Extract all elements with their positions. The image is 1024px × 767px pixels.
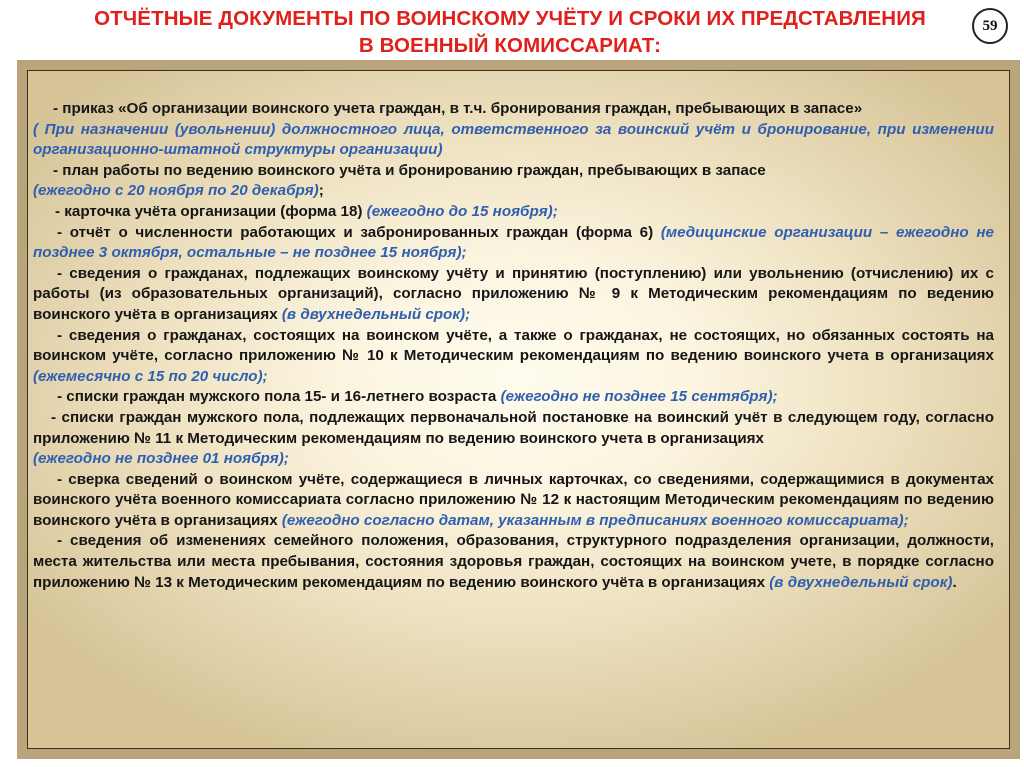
list-item [33, 202, 994, 223]
page-number-badge: 59 [972, 8, 1008, 44]
slide-title-line-1: ОТЧЁТНЫЕ ДОКУМЕНТЫ ПО ВОИНСКОМУ УЧЁТУ И СРОКИ ИХ ПРЕДСТАВЛЕНИЯ [94, 7, 926, 30]
list-item [33, 470, 994, 532]
item-punctuation: ; [318, 182, 324, 200]
item-text: - сведения о гражданах, состоящих на воинском учёте, а также о гражданах, не состоящих, но обязанных состоять на воинском учёте, согласно приложению № 10 к Методическим рекомендациям по ведению воинского учета в организациях [33, 326, 994, 365]
item-deadline: (в двухнедельный срок); [277, 305, 471, 323]
list-item [33, 99, 994, 161]
content-panel [27, 70, 1010, 749]
item-text: - план работы по ведению воинского учёта и бронированию граждан, пребывающих в запасе [53, 161, 766, 179]
item-deadline: (ежемесячно с 15 по 20 число); [33, 367, 268, 385]
item-text: - списки граждан мужского пола 15- и 16-летнего возраста [57, 388, 497, 406]
documents-list [33, 99, 994, 593]
item-deadline: (ежегодно с 20 ноября по 20 декабря) [33, 182, 319, 200]
item-deadline: ( При назначении (увольнении) должностного лица, ответственного за воинский учёт и бронирование, при изменении организационно-штатной структуры организации) [33, 120, 994, 159]
item-deadline: (медицинские организации – ежегодно не позднее 3 октября, остальные – не позднее 15 ноября); [33, 223, 994, 262]
item-deadline: (ежегодно не позднее 15 сентября); [496, 388, 778, 406]
slide-title-line-2: В ВОЕННЫЙ КОМИССАРИАТ: [358, 34, 662, 57]
slide-title [30, 5, 990, 59]
content-frame [17, 60, 1020, 759]
item-text: - сведения об изменениях семейного положения, образования, структурного подразделения организации, должности, места жительства или места пребывания, состояния здоровья граждан, состоящих на воинском учете, в порядке согласно приложению № 13 к Методическим рекомендациям по ведению воинского учёта в организациях [33, 532, 994, 591]
list-item [33, 408, 994, 470]
list-item [33, 326, 994, 388]
item-deadline: (ежегодно до 15 ноября); [362, 202, 558, 220]
item-text: - отчёт о численности работающих и забронированных граждан (форма 6) [57, 223, 654, 241]
item-text: - сведения о гражданах, подлежащих воинскому учёту и принятию (поступлению) или увольнению (отчислению) их с работы (из образовательных организаций), согласно приложению № 9 к Методическим рекомендациям по ведению воинского учёта в организациях [33, 264, 994, 323]
item-text: - приказ «Об организации воинского учета граждан, в т.ч. бронирования граждан, пребывающих в запасе» [53, 100, 863, 117]
item-text: - карточка учёта организации (форма 18) [55, 202, 363, 220]
item-deadline: (в двухнедельный срок) [765, 573, 953, 591]
item-deadline: (ежегодно согласно датам, указанным в предписаниях военного комиссариата); [277, 511, 909, 529]
list-item [33, 387, 994, 408]
item-punctuation: . [952, 573, 957, 591]
item-text: - списки граждан мужского пола, подлежащих первоначальной постановке на воинский учёт в следующем году, согласно приложению № 11 к Методическим рекомендациям по ведению воинского учета в организациях [33, 408, 994, 447]
list-item [33, 161, 994, 202]
item-deadline: (ежегодно не позднее 01 ноября); [33, 450, 289, 468]
list-item [33, 264, 994, 326]
list-item [33, 223, 994, 264]
item-text: - сверка сведений о воинском учёте, содержащиеся в личных карточках, со сведениями, содержащимися в документах воинского учёта военного комиссариата согласно приложению № 12 к настоящим Методическим рекомендациям по ведению воинского учёта в организациях [33, 470, 994, 529]
list-item [33, 531, 994, 593]
